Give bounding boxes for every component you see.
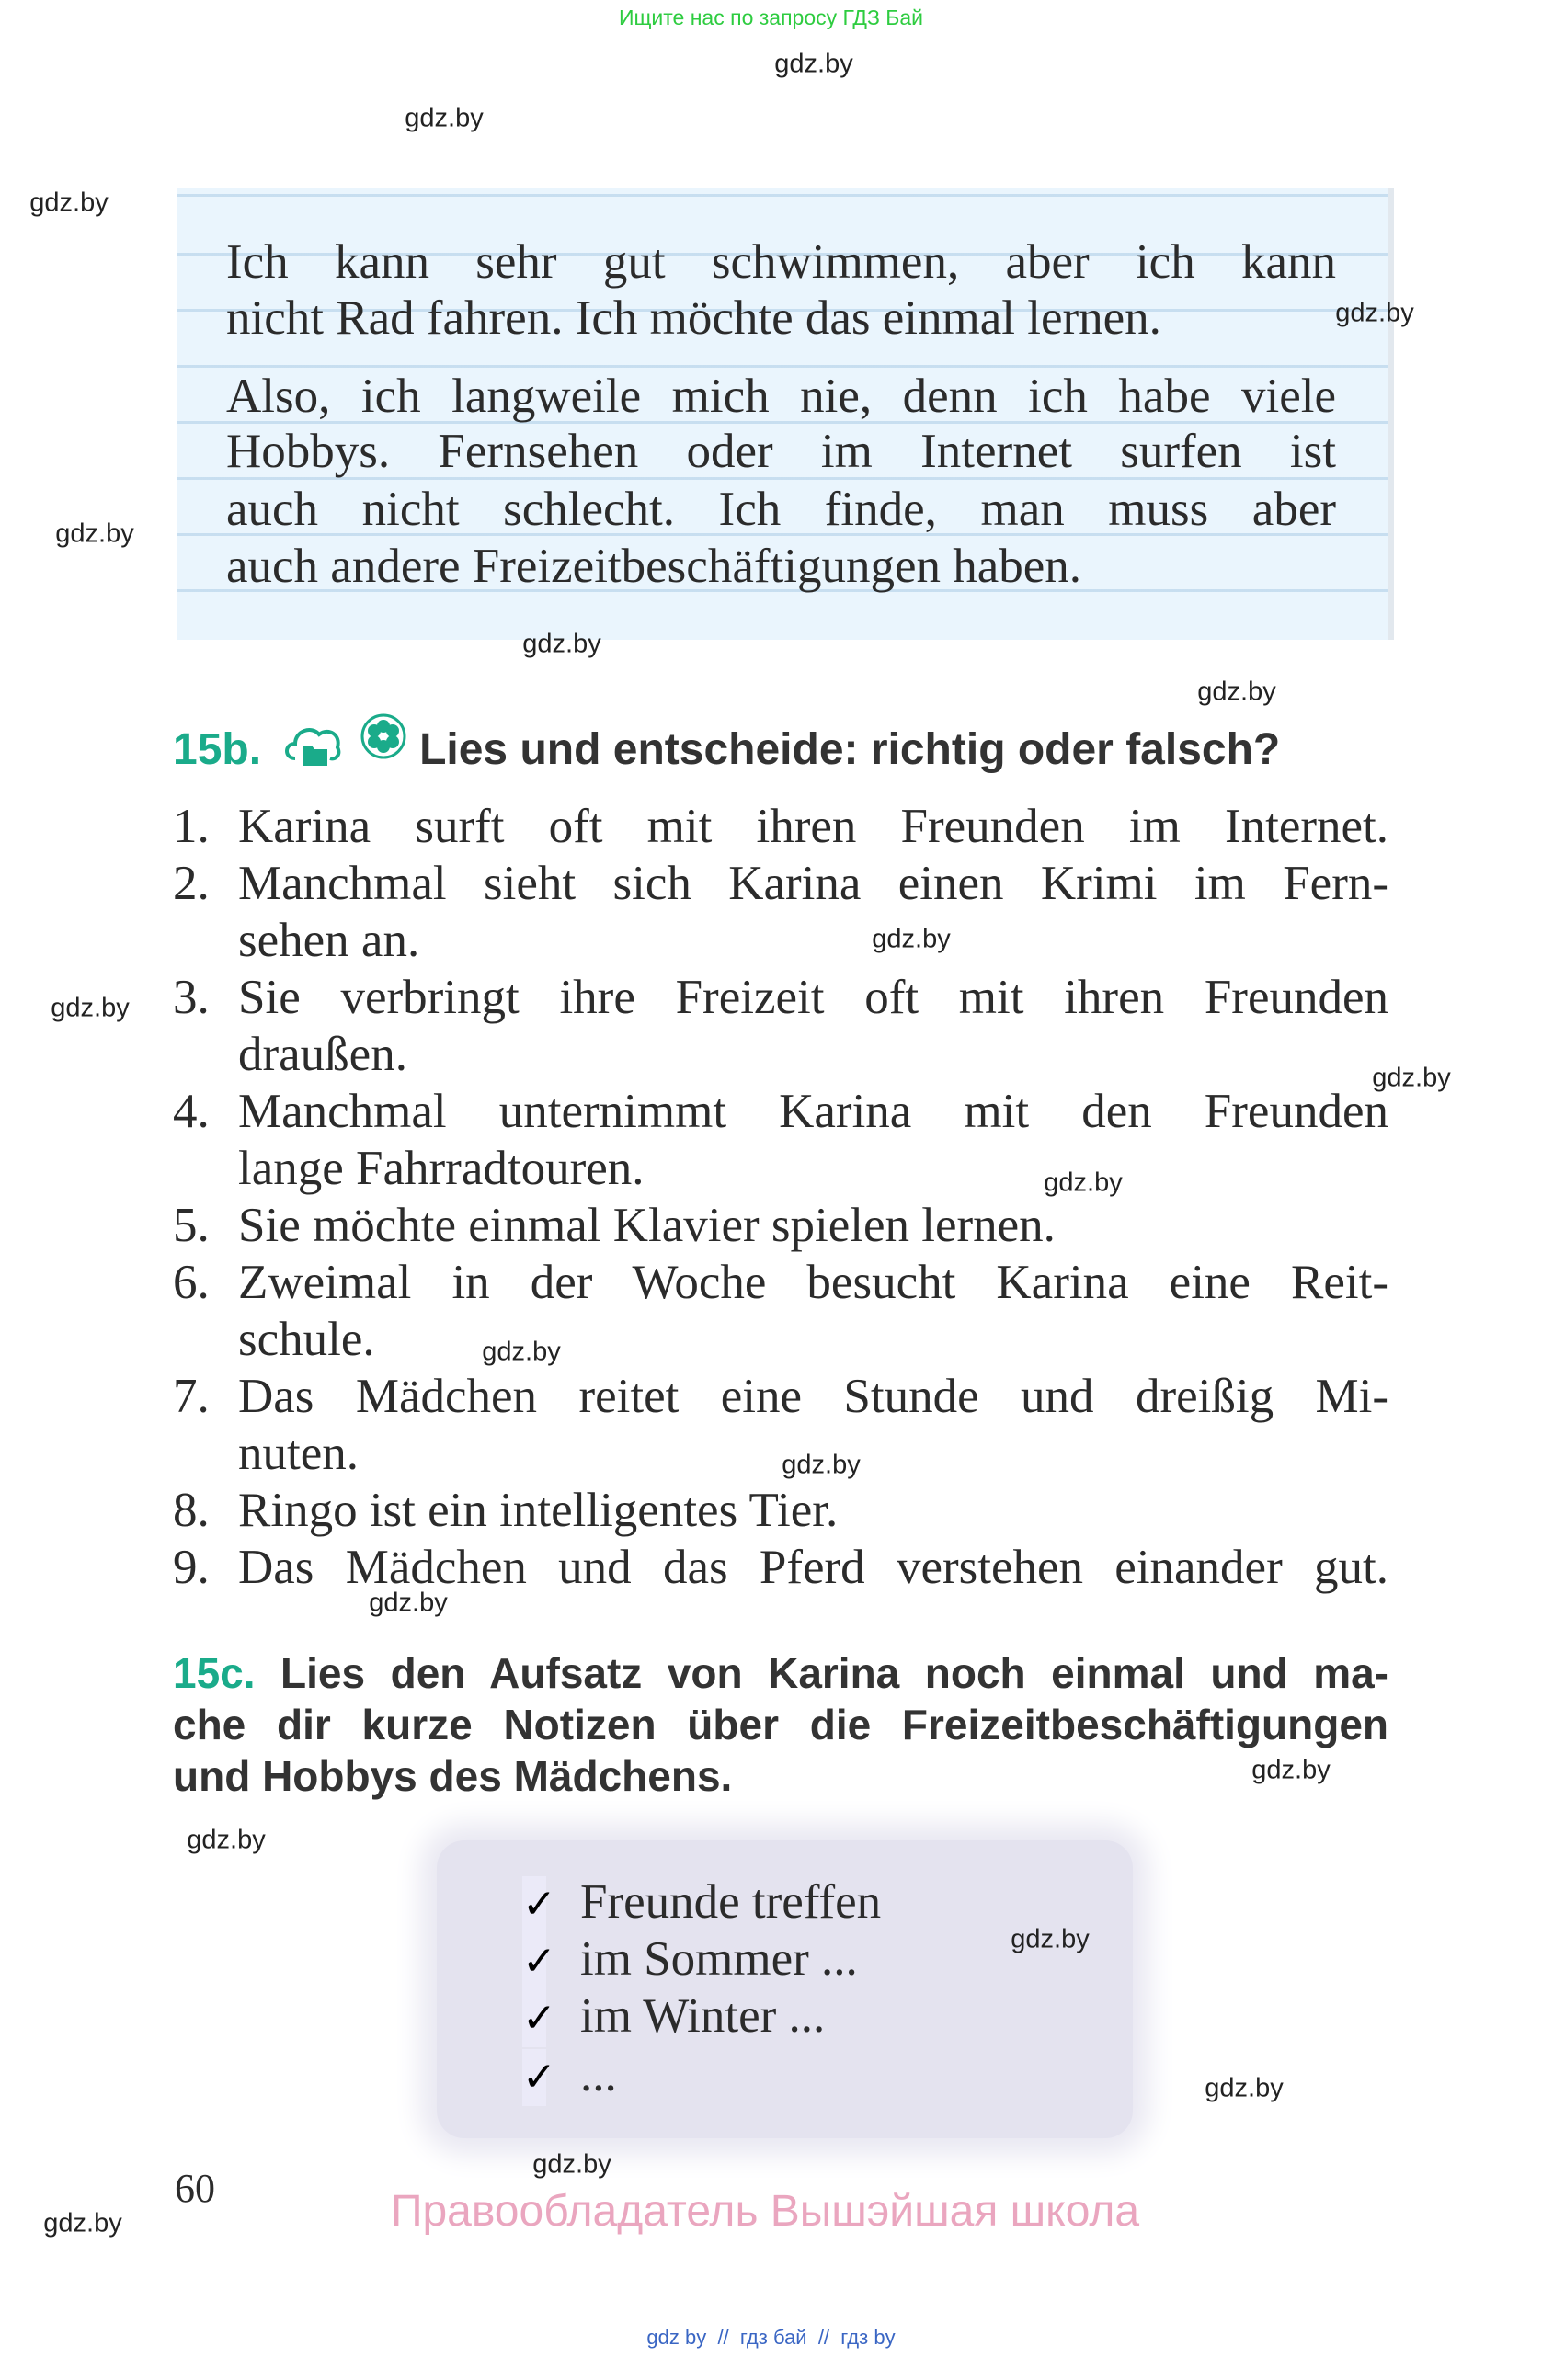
- item-number: 3.: [173, 971, 210, 1024]
- list-item: [173, 1368, 1388, 1482]
- watermark: gdz.by: [782, 1450, 861, 1480]
- list-item: [173, 1083, 1388, 1197]
- watermark: gdz.by: [51, 993, 130, 1023]
- exercise-15c-text: [173, 1750, 1388, 1802]
- text-line: nicht Rad fahren. Ich möchte das einmal lernen.: [226, 291, 1161, 345]
- checkmark-icon: ✓: [522, 1876, 546, 1933]
- item-text: Ringo ist ein intelligentes Tier.: [238, 1484, 839, 1537]
- copyright: Правообладатель Вышэйшая школа: [390, 2187, 1140, 2236]
- item-number: 5.: [173, 1199, 210, 1252]
- page-number: 60: [175, 2166, 215, 2211]
- item-number: 7.: [173, 1370, 210, 1423]
- checkmark-icon: ✓: [522, 2049, 546, 2106]
- item-text: Das Mädchen und das Pferd verstehen einander gut.: [238, 1541, 1388, 1594]
- exercise-text-line: und Hobbys des Mädchens.: [173, 1752, 733, 1800]
- watermark: gdz.by: [532, 2149, 611, 2180]
- text-line: Also, ich langweile mich nie, denn ich habe viele: [226, 370, 1336, 423]
- text-line: auch nicht schlecht. Ich finde, man muss aber: [226, 483, 1336, 536]
- exercise-text-line: Lies den Aufsatz von Karina noch einmal und ma-: [280, 1649, 1388, 1697]
- watermark: gdz.by: [405, 103, 484, 133]
- checkmark-icon: ✓: [522, 1990, 546, 2047]
- watermark: gdz.by: [29, 188, 109, 218]
- item-text: Manchmal unternimmt Karina mit den Freunden: [238, 1085, 1388, 1138]
- exercise-number: 15b.: [173, 725, 262, 774]
- checklist-item: [522, 1930, 858, 1990]
- watermark: gdz.by: [1335, 298, 1414, 328]
- item-number: 1.: [173, 800, 210, 853]
- item-number: 4.: [173, 1085, 210, 1138]
- item-number: 6.: [173, 1256, 210, 1309]
- checklist-text: im Sommer ...: [580, 1932, 858, 1986]
- item-text: Sie verbringt ihre Freizeit oft mit ihren Freunden: [238, 971, 1388, 1024]
- item-number: 8.: [173, 1484, 210, 1537]
- exercise-number: 15c.: [173, 1649, 256, 1697]
- search-hint: Ищите нас по запросу ГДЗ Бай: [618, 6, 924, 29]
- checklist-text: Freunde treffen: [580, 1875, 882, 1929]
- watermark: gdz.by: [1197, 677, 1276, 707]
- item-text: Das Mädchen reitet eine Stunde und dreißig Mi-: [238, 1370, 1388, 1423]
- exercise-15c-text: [173, 1699, 1388, 1750]
- flower-icon: [360, 712, 407, 760]
- checkmark-icon: ✓: [522, 1933, 546, 1990]
- item-text: nuten.: [238, 1427, 359, 1480]
- text-line: auch andere Freizeitbeschäftigungen haben.: [226, 540, 1082, 593]
- list-item: [173, 1539, 1388, 1596]
- item-text: Karina surft oft mit ihren Freunden im Internet.: [238, 800, 1388, 853]
- watermark: gdz.by: [369, 1588, 448, 1618]
- watermark: gdz.by: [1044, 1167, 1123, 1198]
- checklist-item: [522, 2046, 617, 2106]
- exercise-text-line: che dir kurze Notizen über die Freizeitbeschäftigungen: [173, 1701, 1388, 1748]
- item-text: draußen.: [238, 1028, 407, 1081]
- checklist-text: im Winter ...: [580, 1989, 826, 2043]
- checklist-text: ...: [580, 2048, 617, 2101]
- watermark: gdz.by: [1011, 1924, 1090, 1954]
- watermark: gdz.by: [187, 1825, 266, 1855]
- item-text: lange Fahrradtouren.: [238, 1142, 645, 1195]
- list-item: [173, 1197, 1388, 1254]
- watermark: gdz.by: [1372, 1063, 1451, 1093]
- cloud-folder-icon: [282, 722, 343, 768]
- watermark: gdz.by: [872, 924, 951, 954]
- item-text: schule.: [238, 1313, 375, 1366]
- exercise-15c-text: [173, 1647, 1388, 1699]
- item-text: Zweimal in der Woche besucht Karina eine Reit-: [238, 1256, 1388, 1309]
- text-line: Ich kann sehr gut schwimmen, aber ich kann: [226, 235, 1336, 289]
- item-text: Sie möchte einmal Klavier spielen lernen.: [238, 1199, 1056, 1252]
- checklist-item: [522, 1873, 881, 1933]
- footer-links[interactable]: gdz by // гдз бай // гдз by: [646, 2326, 896, 2349]
- list-item: [173, 1254, 1388, 1368]
- list-item: [173, 798, 1388, 855]
- watermark: gdz.by: [482, 1337, 561, 1367]
- watermark: gdz.by: [774, 49, 853, 79]
- exercise-15b-heading: [173, 712, 1280, 775]
- watermark: gdz.by: [43, 2208, 122, 2238]
- list-item: [173, 1482, 1388, 1539]
- checklist-item: [522, 1987, 825, 2047]
- watermark: gdz.by: [55, 518, 134, 549]
- list-item: [173, 855, 1388, 969]
- item-text: sehen an.: [238, 914, 420, 967]
- item-number: 9.: [173, 1541, 210, 1594]
- item-text: Manchmal sieht sich Karina einen Krimi im Fern-: [238, 857, 1388, 910]
- exercise-title: Lies und entscheide: richtig oder falsch?: [419, 725, 1281, 774]
- watermark: gdz.by: [1205, 2073, 1284, 2103]
- list-item: [173, 969, 1388, 1083]
- watermark: gdz.by: [1251, 1755, 1331, 1785]
- watermark: gdz.by: [522, 629, 601, 659]
- text-line: Hobbys. Fernsehen oder im Internet surfen ist: [226, 425, 1336, 478]
- item-number: 2.: [173, 857, 210, 910]
